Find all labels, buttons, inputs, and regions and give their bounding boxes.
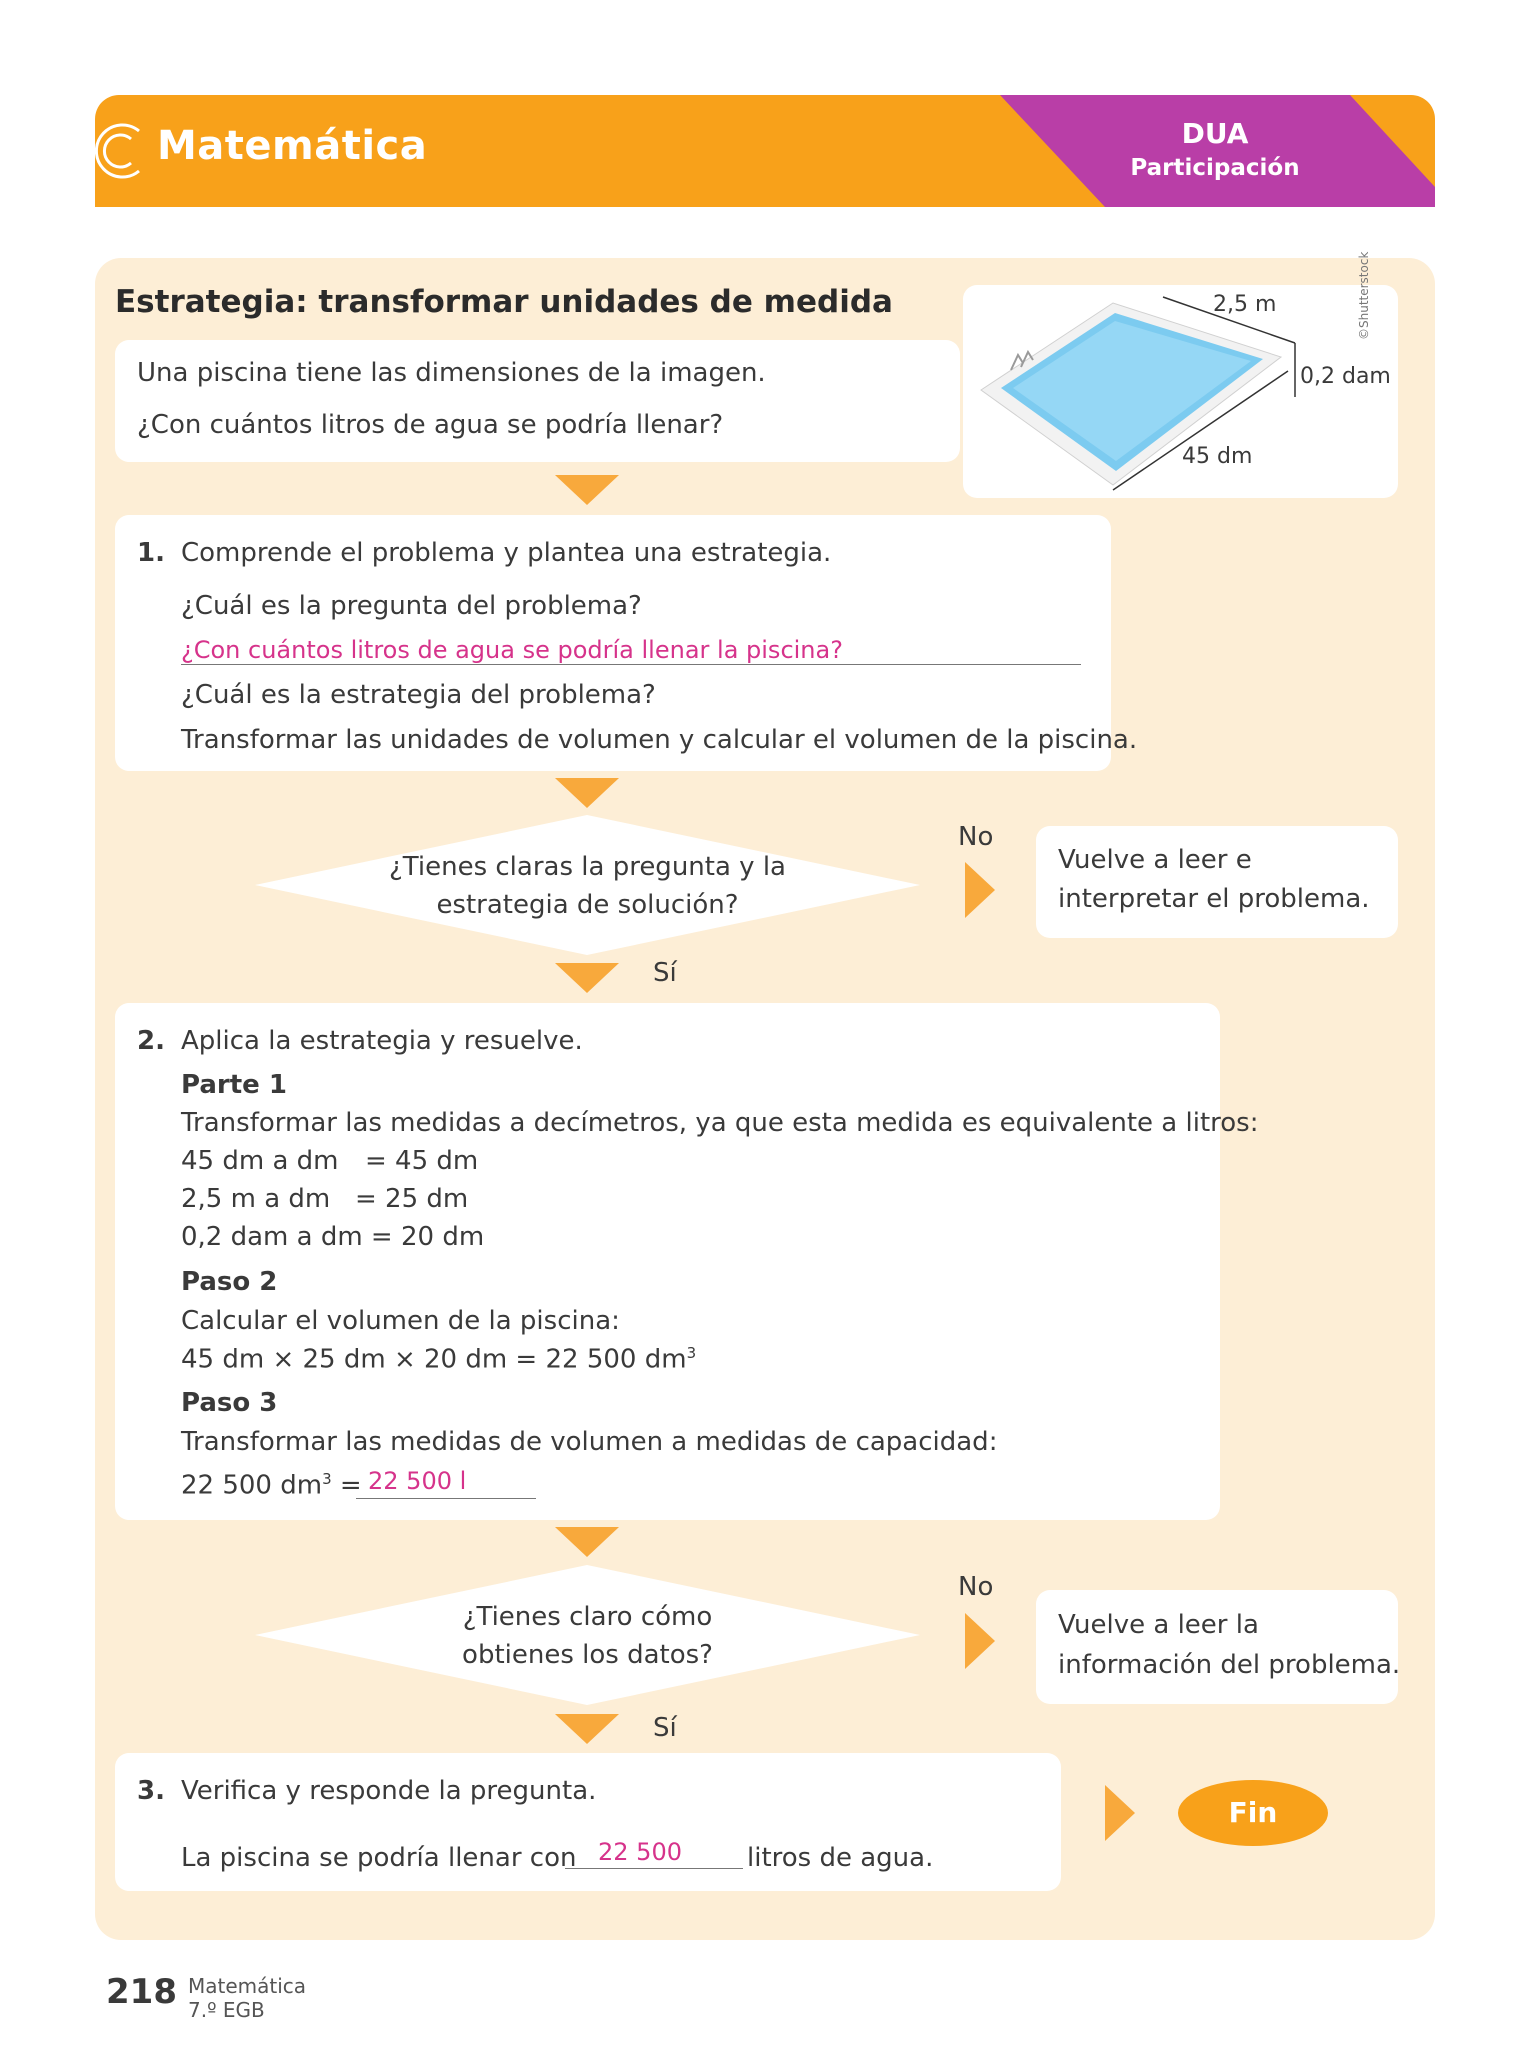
pool-dim-width: 2,5 m [1213, 292, 1277, 317]
decision-1-line-1: ¿Tienes claras la pregunta y la [389, 852, 786, 882]
strategy-title: Estrategia: transformar unidades de medida [115, 284, 893, 320]
decision-1-no-line-2: interpretar el problema. [1058, 884, 1370, 914]
step3-answer: 22 500 [598, 1838, 682, 1866]
decision-2-text [385, 1598, 790, 1674]
decision-2-no-line-1: Vuelve a leer la [1058, 1610, 1259, 1640]
flow-arrow-3 [555, 963, 619, 993]
decision-2-line-1: ¿Tienes claro cómo [462, 1602, 713, 1632]
problem-line-1: Una piscina tiene las dimensiones de la imagen. [137, 358, 766, 388]
decision-1-no-box [1036, 826, 1398, 938]
paso3-formula [181, 1470, 362, 1501]
conversion-2-left: 2,5 m a dm [181, 1184, 331, 1214]
fin-badge: Fin [1178, 1780, 1328, 1846]
footer-grade: 7.º EGB [188, 1998, 265, 2022]
flow-arrow-2 [555, 778, 619, 808]
flow-arrow-5 [555, 1714, 619, 1744]
decision-2-no-line-2: información del problema. [1058, 1650, 1401, 1680]
problem-line-2: ¿Con cuántos litros de agua se podría llenar? [137, 410, 724, 440]
paso3-title: Paso 3 [181, 1388, 278, 1418]
step1-question-1: ¿Cuál es la pregunta del problema? [181, 591, 642, 621]
pool-dim-depth: 0,2 dam [1300, 364, 1391, 389]
step1-answer-1: ¿Con cuántos litros de agua se podría llenar la piscina? [181, 636, 843, 664]
decision-2-no-label: No [958, 1572, 994, 1602]
answer-line-1 [181, 664, 1081, 665]
step3-title: Verifica y responde la pregunta. [181, 1776, 597, 1806]
conversion-1-left: 45 dm a dm [181, 1146, 339, 1176]
step1-answer-2: Transformar las unidades de volumen y calcular el volumen de la piscina. [181, 725, 1138, 755]
part1-text: Transformar las medidas a decímetros, ya que esta medida es equivalente a litros: [181, 1108, 1259, 1138]
paso2-title: Paso 2 [181, 1267, 278, 1297]
fin-arrow [1105, 1785, 1135, 1841]
step1-title: Comprende el problema y plantea una estrategia. [181, 538, 832, 568]
page-number: 218 [106, 1972, 177, 2012]
dua-title: DUA [1181, 117, 1249, 150]
subject-logo-icon [95, 117, 151, 185]
paso3-answer: 22 500 l [368, 1467, 467, 1495]
answer-line-2 [356, 1498, 536, 1499]
decision-1-no-arrow [965, 862, 995, 918]
decision-2-no-arrow [965, 1613, 995, 1669]
decision-2-yes-label: Sí [653, 1713, 677, 1743]
step3-sentence-start: La piscina se podría llenar con [181, 1843, 577, 1873]
decision-2-no-box [1036, 1590, 1401, 1704]
header-banner [95, 95, 1435, 207]
paso3-formula-equals: = [331, 1470, 362, 1501]
step3-number: 3. [137, 1776, 165, 1806]
conversion-3: 0,2 dam a dm = 20 dm [181, 1222, 485, 1252]
decision-1-no-line-1: Vuelve a leer e [1058, 845, 1252, 875]
decision-1-line-2: estrategia de solución? [436, 890, 739, 920]
step2-number: 2. [137, 1026, 165, 1056]
decision-1-text [335, 848, 840, 924]
answer-line-3 [565, 1868, 743, 1869]
conversion-1-right: = 45 dm [365, 1146, 479, 1176]
footer-subject: Matemática [188, 1974, 307, 1998]
step1-number: 1. [137, 538, 165, 568]
step3-sentence-end: litros de agua. [747, 1843, 934, 1873]
flow-arrow-1 [555, 475, 619, 505]
paso3-formula-exponent: 3 [322, 1470, 332, 1488]
pool-illustration [963, 285, 1398, 498]
part1-title: Parte 1 [181, 1070, 287, 1100]
paso2-formula [181, 1344, 696, 1375]
decision-1-no-label: No [958, 822, 994, 852]
paso2-text: Calcular el volumen de la piscina: [181, 1306, 620, 1336]
photo-credit: ©Shutterstock [1357, 251, 1371, 340]
subject-title: Matemática [157, 123, 428, 169]
decision-2-line-2: obtienes los datos? [462, 1640, 713, 1670]
dua-subtitle: Participación [1130, 155, 1300, 181]
step1-question-2: ¿Cuál es la estrategia del problema? [181, 680, 656, 710]
paso2-formula-text: 45 dm × 25 dm × 20 dm = 22 500 dm [181, 1344, 687, 1375]
flow-arrow-4 [555, 1527, 619, 1557]
step2-title: Aplica la estrategia y resuelve. [181, 1026, 583, 1056]
paso2-formula-exponent: 3 [686, 1344, 697, 1362]
pool-dim-length: 45 dm [1182, 444, 1253, 469]
conversion-2-right: = 25 dm [355, 1184, 469, 1214]
paso3-formula-left: 22 500 dm [181, 1470, 323, 1501]
decision-1-yes-label: Sí [653, 958, 677, 988]
paso3-text: Transformar las medidas de volumen a medidas de capacidad: [181, 1427, 998, 1457]
